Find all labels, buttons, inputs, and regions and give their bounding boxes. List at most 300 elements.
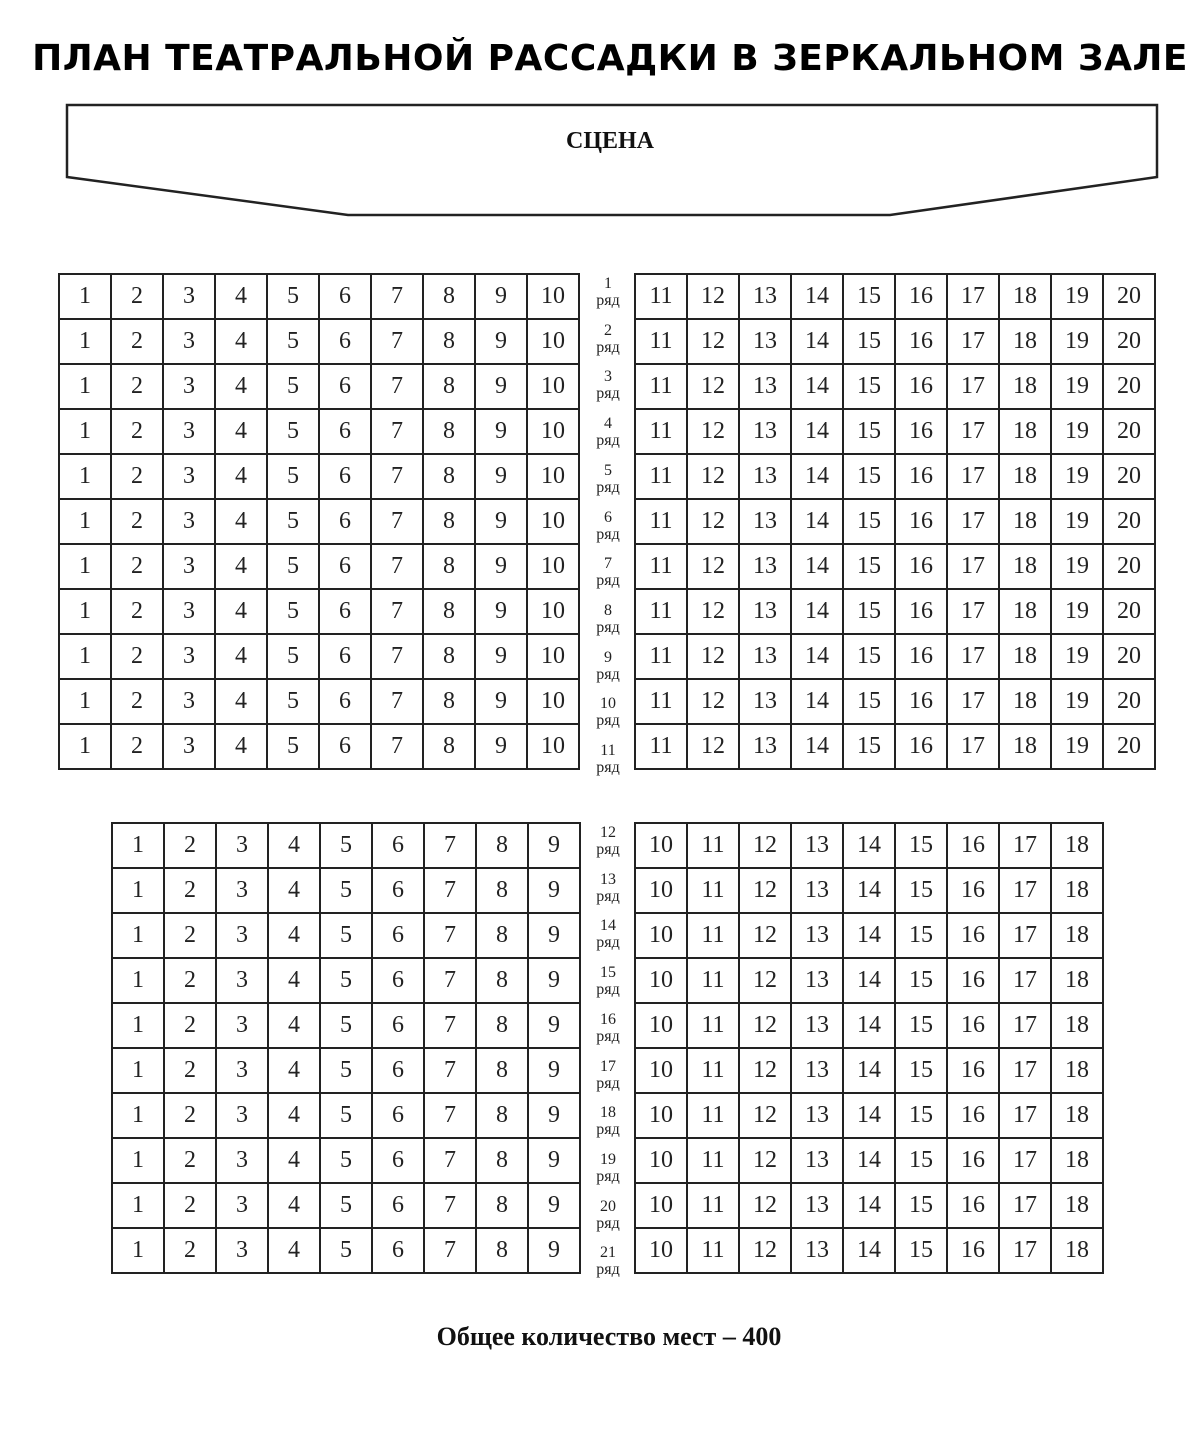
seat-cell[interactable]: 5: [267, 319, 319, 364]
seat-cell[interactable]: 4: [215, 544, 267, 589]
seat-cell[interactable]: 14: [791, 274, 843, 319]
seat-cell[interactable]: 15: [843, 274, 895, 319]
seat-cell[interactable]: 18: [999, 724, 1051, 769]
seat-cell[interactable]: 11: [635, 409, 687, 454]
seat-cell[interactable]: 14: [791, 454, 843, 499]
seat-cell[interactable]: 13: [739, 319, 791, 364]
seat-cell[interactable]: 14: [843, 958, 895, 1003]
seat-cell[interactable]: 18: [1051, 1048, 1103, 1093]
seat-cell[interactable]: 9: [475, 409, 527, 454]
seat-cell[interactable]: 19: [1051, 724, 1103, 769]
seat-cell[interactable]: 18: [999, 589, 1051, 634]
seat-cell[interactable]: 5: [267, 364, 319, 409]
seat-cell[interactable]: 9: [528, 958, 580, 1003]
seat-cell[interactable]: 18: [1051, 1093, 1103, 1138]
seat-cell[interactable]: 14: [843, 913, 895, 958]
seat-cell[interactable]: 5: [320, 913, 372, 958]
seat-cell[interactable]: 15: [895, 823, 947, 868]
seat-cell[interactable]: 6: [319, 679, 371, 724]
seat-cell[interactable]: 16: [947, 823, 999, 868]
seat-cell[interactable]: 18: [999, 364, 1051, 409]
seat-cell[interactable]: 2: [111, 589, 163, 634]
seat-cell[interactable]: 13: [739, 589, 791, 634]
seat-cell[interactable]: 16: [947, 1048, 999, 1093]
seat-cell[interactable]: 15: [843, 454, 895, 499]
seat-cell[interactable]: 17: [947, 274, 999, 319]
seat-cell[interactable]: 18: [1051, 1183, 1103, 1228]
seat-cell[interactable]: 7: [424, 1003, 476, 1048]
seat-cell[interactable]: 10: [635, 1093, 687, 1138]
seat-cell[interactable]: 12: [687, 364, 739, 409]
seat-cell[interactable]: 8: [423, 499, 475, 544]
seat-cell[interactable]: 4: [268, 1093, 320, 1138]
seat-cell[interactable]: 7: [371, 319, 423, 364]
seat-cell[interactable]: 1: [112, 868, 164, 913]
seat-cell[interactable]: 18: [999, 499, 1051, 544]
seat-cell[interactable]: 3: [163, 724, 215, 769]
seat-cell[interactable]: 8: [423, 589, 475, 634]
seat-cell[interactable]: 17: [947, 634, 999, 679]
seat-cell[interactable]: 11: [635, 679, 687, 724]
seat-cell[interactable]: 6: [372, 1048, 424, 1093]
seat-cell[interactable]: 17: [999, 1183, 1051, 1228]
seat-cell[interactable]: 5: [267, 454, 319, 499]
seat-cell[interactable]: 8: [476, 958, 528, 1003]
seat-cell[interactable]: 14: [791, 589, 843, 634]
seat-cell[interactable]: 6: [372, 1228, 424, 1273]
seat-cell[interactable]: 7: [424, 1183, 476, 1228]
seat-cell[interactable]: 11: [687, 913, 739, 958]
seat-cell[interactable]: 18: [1051, 913, 1103, 958]
seat-cell[interactable]: 17: [999, 1093, 1051, 1138]
seat-cell[interactable]: 1: [59, 454, 111, 499]
seat-cell[interactable]: 5: [267, 679, 319, 724]
seat-cell[interactable]: 7: [371, 364, 423, 409]
seat-cell[interactable]: 6: [372, 823, 424, 868]
seat-cell[interactable]: 15: [895, 1093, 947, 1138]
seat-cell[interactable]: 9: [528, 1093, 580, 1138]
seat-cell[interactable]: 20: [1103, 589, 1155, 634]
seat-cell[interactable]: 11: [635, 499, 687, 544]
seat-cell[interactable]: 15: [843, 409, 895, 454]
seat-cell[interactable]: 15: [843, 589, 895, 634]
seat-cell[interactable]: 1: [112, 823, 164, 868]
seat-cell[interactable]: 13: [739, 499, 791, 544]
seat-cell[interactable]: 2: [111, 364, 163, 409]
seat-cell[interactable]: 1: [112, 1048, 164, 1093]
seat-cell[interactable]: 11: [635, 724, 687, 769]
seat-cell[interactable]: 16: [895, 499, 947, 544]
seat-cell[interactable]: 11: [635, 454, 687, 499]
seat-cell[interactable]: 3: [163, 274, 215, 319]
seat-cell[interactable]: 12: [739, 868, 791, 913]
seat-cell[interactable]: 3: [216, 1183, 268, 1228]
seat-cell[interactable]: 11: [687, 958, 739, 1003]
seat-cell[interactable]: 10: [635, 823, 687, 868]
seat-cell[interactable]: 13: [739, 679, 791, 724]
seat-cell[interactable]: 19: [1051, 319, 1103, 364]
seat-cell[interactable]: 17: [999, 868, 1051, 913]
seat-cell[interactable]: 3: [216, 1138, 268, 1183]
seat-cell[interactable]: 13: [791, 1003, 843, 1048]
seat-cell[interactable]: 11: [635, 319, 687, 364]
seat-cell[interactable]: 6: [319, 274, 371, 319]
seat-cell[interactable]: 5: [320, 868, 372, 913]
seat-cell[interactable]: 13: [739, 544, 791, 589]
seat-cell[interactable]: 20: [1103, 724, 1155, 769]
seat-cell[interactable]: 4: [215, 364, 267, 409]
seat-cell[interactable]: 5: [267, 274, 319, 319]
seat-cell[interactable]: 9: [475, 589, 527, 634]
seat-cell[interactable]: 12: [739, 1228, 791, 1273]
seat-cell[interactable]: 4: [215, 409, 267, 454]
seat-cell[interactable]: 6: [319, 724, 371, 769]
seat-cell[interactable]: 20: [1103, 364, 1155, 409]
seat-cell[interactable]: 2: [111, 499, 163, 544]
seat-cell[interactable]: 17: [999, 958, 1051, 1003]
seat-cell[interactable]: 7: [371, 274, 423, 319]
seat-cell[interactable]: 10: [527, 679, 579, 724]
seat-cell[interactable]: 16: [895, 544, 947, 589]
seat-cell[interactable]: 14: [791, 724, 843, 769]
seat-cell[interactable]: 14: [843, 823, 895, 868]
seat-cell[interactable]: 11: [687, 1228, 739, 1273]
seat-cell[interactable]: 16: [895, 724, 947, 769]
seat-cell[interactable]: 17: [999, 823, 1051, 868]
seat-cell[interactable]: 16: [895, 589, 947, 634]
seat-cell[interactable]: 8: [476, 823, 528, 868]
seat-cell[interactable]: 17: [947, 409, 999, 454]
seat-cell[interactable]: 14: [843, 1228, 895, 1273]
seat-cell[interactable]: 15: [843, 634, 895, 679]
seat-cell[interactable]: 2: [111, 454, 163, 499]
seat-cell[interactable]: 13: [791, 1048, 843, 1093]
seat-cell[interactable]: 20: [1103, 319, 1155, 364]
seat-cell[interactable]: 5: [320, 1183, 372, 1228]
seat-cell[interactable]: 5: [267, 589, 319, 634]
seat-cell[interactable]: 6: [319, 634, 371, 679]
seat-cell[interactable]: 3: [163, 589, 215, 634]
seat-cell[interactable]: 19: [1051, 364, 1103, 409]
seat-cell[interactable]: 17: [947, 544, 999, 589]
seat-cell[interactable]: 15: [895, 868, 947, 913]
seat-cell[interactable]: 17: [947, 364, 999, 409]
seat-cell[interactable]: 9: [528, 868, 580, 913]
seat-cell[interactable]: 7: [371, 409, 423, 454]
seat-cell[interactable]: 17: [947, 589, 999, 634]
seat-cell[interactable]: 16: [947, 868, 999, 913]
seat-cell[interactable]: 2: [111, 679, 163, 724]
seat-cell[interactable]: 13: [791, 1228, 843, 1273]
seat-cell[interactable]: 9: [528, 913, 580, 958]
seat-cell[interactable]: 17: [947, 454, 999, 499]
seat-cell[interactable]: 11: [635, 544, 687, 589]
seat-cell[interactable]: 5: [267, 634, 319, 679]
seat-cell[interactable]: 8: [423, 679, 475, 724]
seat-cell[interactable]: 17: [999, 1138, 1051, 1183]
seat-cell[interactable]: 14: [843, 1138, 895, 1183]
seat-cell[interactable]: 9: [528, 823, 580, 868]
seat-cell[interactable]: 15: [843, 319, 895, 364]
seat-cell[interactable]: 3: [216, 958, 268, 1003]
seat-cell[interactable]: 10: [527, 319, 579, 364]
seat-cell[interactable]: 8: [423, 319, 475, 364]
seat-cell[interactable]: 2: [164, 958, 216, 1003]
seat-cell[interactable]: 3: [216, 868, 268, 913]
seat-cell[interactable]: 1: [59, 364, 111, 409]
seat-cell[interactable]: 3: [163, 634, 215, 679]
seat-cell[interactable]: 15: [843, 364, 895, 409]
seat-cell[interactable]: 11: [687, 823, 739, 868]
seat-cell[interactable]: 2: [164, 913, 216, 958]
seat-cell[interactable]: 8: [423, 724, 475, 769]
seat-cell[interactable]: 12: [739, 958, 791, 1003]
seat-cell[interactable]: 16: [947, 1093, 999, 1138]
seat-cell[interactable]: 15: [843, 679, 895, 724]
seat-cell[interactable]: 2: [111, 544, 163, 589]
seat-cell[interactable]: 6: [372, 1183, 424, 1228]
seat-cell[interactable]: 1: [59, 679, 111, 724]
seat-cell[interactable]: 8: [423, 634, 475, 679]
seat-cell[interactable]: 1: [59, 319, 111, 364]
seat-cell[interactable]: 17: [999, 1228, 1051, 1273]
seat-cell[interactable]: 10: [635, 1048, 687, 1093]
seat-cell[interactable]: 7: [371, 724, 423, 769]
seat-cell[interactable]: 3: [163, 679, 215, 724]
seat-cell[interactable]: 1: [59, 634, 111, 679]
seat-cell[interactable]: 6: [319, 454, 371, 499]
seat-cell[interactable]: 1: [59, 724, 111, 769]
seat-cell[interactable]: 17: [947, 724, 999, 769]
seat-cell[interactable]: 13: [739, 364, 791, 409]
seat-cell[interactable]: 8: [423, 454, 475, 499]
seat-cell[interactable]: 2: [164, 1093, 216, 1138]
seat-cell[interactable]: 16: [895, 454, 947, 499]
seat-cell[interactable]: 10: [527, 544, 579, 589]
seat-cell[interactable]: 10: [527, 409, 579, 454]
seat-cell[interactable]: 4: [268, 868, 320, 913]
seat-cell[interactable]: 2: [164, 1048, 216, 1093]
seat-cell[interactable]: 8: [476, 1093, 528, 1138]
seat-cell[interactable]: 20: [1103, 544, 1155, 589]
seat-cell[interactable]: 7: [371, 499, 423, 544]
seat-cell[interactable]: 12: [687, 274, 739, 319]
seat-cell[interactable]: 5: [267, 499, 319, 544]
seat-cell[interactable]: 15: [895, 1003, 947, 1048]
seat-cell[interactable]: 6: [319, 499, 371, 544]
seat-cell[interactable]: 1: [112, 958, 164, 1003]
seat-cell[interactable]: 16: [947, 958, 999, 1003]
seat-cell[interactable]: 11: [635, 364, 687, 409]
seat-cell[interactable]: 14: [843, 1048, 895, 1093]
seat-cell[interactable]: 2: [111, 274, 163, 319]
seat-cell[interactable]: 12: [687, 454, 739, 499]
seat-cell[interactable]: 4: [268, 1048, 320, 1093]
seat-cell[interactable]: 11: [635, 634, 687, 679]
seat-cell[interactable]: 11: [635, 274, 687, 319]
seat-cell[interactable]: 4: [268, 1228, 320, 1273]
seat-cell[interactable]: 1: [59, 544, 111, 589]
seat-cell[interactable]: 17: [999, 1003, 1051, 1048]
seat-cell[interactable]: 2: [111, 634, 163, 679]
seat-cell[interactable]: 16: [895, 274, 947, 319]
seat-cell[interactable]: 1: [59, 589, 111, 634]
seat-cell[interactable]: 3: [216, 1228, 268, 1273]
seat-cell[interactable]: 7: [371, 679, 423, 724]
seat-cell[interactable]: 8: [423, 274, 475, 319]
seat-cell[interactable]: 8: [476, 868, 528, 913]
seat-cell[interactable]: 9: [528, 1228, 580, 1273]
seat-cell[interactable]: 6: [319, 319, 371, 364]
seat-cell[interactable]: 4: [215, 679, 267, 724]
seat-cell[interactable]: 11: [687, 1093, 739, 1138]
seat-cell[interactable]: 18: [999, 544, 1051, 589]
seat-cell[interactable]: 4: [268, 1003, 320, 1048]
seat-cell[interactable]: 10: [635, 1138, 687, 1183]
seat-cell[interactable]: 10: [527, 499, 579, 544]
seat-cell[interactable]: 20: [1103, 499, 1155, 544]
seat-cell[interactable]: 14: [791, 319, 843, 364]
seat-cell[interactable]: 9: [475, 319, 527, 364]
seat-cell[interactable]: 10: [527, 589, 579, 634]
seat-cell[interactable]: 7: [371, 634, 423, 679]
seat-cell[interactable]: 10: [635, 1183, 687, 1228]
seat-cell[interactable]: 19: [1051, 274, 1103, 319]
seat-cell[interactable]: 18: [1051, 823, 1103, 868]
seat-cell[interactable]: 9: [528, 1138, 580, 1183]
seat-cell[interactable]: 13: [791, 958, 843, 1003]
seat-cell[interactable]: 20: [1103, 409, 1155, 454]
seat-cell[interactable]: 16: [947, 913, 999, 958]
seat-cell[interactable]: 8: [476, 1048, 528, 1093]
seat-cell[interactable]: 18: [999, 634, 1051, 679]
seat-cell[interactable]: 14: [791, 679, 843, 724]
seat-cell[interactable]: 7: [424, 1093, 476, 1138]
seat-cell[interactable]: 15: [895, 913, 947, 958]
seat-cell[interactable]: 17: [999, 1048, 1051, 1093]
seat-cell[interactable]: 3: [163, 454, 215, 499]
seat-cell[interactable]: 19: [1051, 634, 1103, 679]
seat-cell[interactable]: 6: [372, 868, 424, 913]
seat-cell[interactable]: 10: [527, 274, 579, 319]
seat-cell[interactable]: 8: [476, 1138, 528, 1183]
seat-cell[interactable]: 2: [111, 409, 163, 454]
seat-cell[interactable]: 12: [739, 1183, 791, 1228]
seat-cell[interactable]: 9: [475, 364, 527, 409]
seat-cell[interactable]: 1: [59, 274, 111, 319]
seat-cell[interactable]: 16: [895, 364, 947, 409]
seat-cell[interactable]: 2: [164, 823, 216, 868]
seat-cell[interactable]: 5: [320, 823, 372, 868]
seat-cell[interactable]: 12: [687, 319, 739, 364]
seat-cell[interactable]: 1: [59, 499, 111, 544]
seat-cell[interactable]: 11: [687, 1003, 739, 1048]
seat-cell[interactable]: 13: [791, 1093, 843, 1138]
seat-cell[interactable]: 13: [739, 409, 791, 454]
seat-cell[interactable]: 11: [687, 1138, 739, 1183]
seat-cell[interactable]: 12: [739, 1003, 791, 1048]
seat-cell[interactable]: 9: [528, 1183, 580, 1228]
seat-cell[interactable]: 9: [475, 274, 527, 319]
seat-cell[interactable]: 8: [423, 544, 475, 589]
seat-cell[interactable]: 5: [320, 1138, 372, 1183]
seat-cell[interactable]: 14: [843, 1183, 895, 1228]
seat-cell[interactable]: 2: [164, 868, 216, 913]
seat-cell[interactable]: 7: [424, 958, 476, 1003]
seat-cell[interactable]: 17: [947, 499, 999, 544]
seat-cell[interactable]: 9: [475, 724, 527, 769]
seat-cell[interactable]: 13: [791, 913, 843, 958]
seat-cell[interactable]: 2: [111, 319, 163, 364]
seat-cell[interactable]: 14: [791, 634, 843, 679]
seat-cell[interactable]: 17: [999, 913, 1051, 958]
seat-cell[interactable]: 6: [372, 913, 424, 958]
seat-cell[interactable]: 12: [739, 823, 791, 868]
seat-cell[interactable]: 4: [215, 319, 267, 364]
seat-cell[interactable]: 4: [215, 454, 267, 499]
seat-cell[interactable]: 14: [791, 499, 843, 544]
seat-cell[interactable]: 8: [476, 1003, 528, 1048]
seat-cell[interactable]: 9: [475, 499, 527, 544]
seat-cell[interactable]: 7: [424, 1228, 476, 1273]
seat-cell[interactable]: 10: [527, 724, 579, 769]
seat-cell[interactable]: 5: [320, 958, 372, 1003]
seat-cell[interactable]: 5: [320, 1048, 372, 1093]
seat-cell[interactable]: 11: [635, 589, 687, 634]
seat-cell[interactable]: 15: [843, 544, 895, 589]
seat-cell[interactable]: 10: [635, 1003, 687, 1048]
seat-cell[interactable]: 6: [319, 364, 371, 409]
seat-cell[interactable]: 6: [372, 958, 424, 1003]
seat-cell[interactable]: 4: [215, 724, 267, 769]
seat-cell[interactable]: 10: [527, 454, 579, 499]
seat-cell[interactable]: 7: [424, 1138, 476, 1183]
seat-cell[interactable]: 5: [267, 724, 319, 769]
seat-cell[interactable]: 1: [112, 913, 164, 958]
seat-cell[interactable]: 20: [1103, 679, 1155, 724]
seat-cell[interactable]: 14: [843, 868, 895, 913]
seat-cell[interactable]: 2: [164, 1003, 216, 1048]
seat-cell[interactable]: 1: [112, 1228, 164, 1273]
seat-cell[interactable]: 7: [371, 589, 423, 634]
seat-cell[interactable]: 9: [475, 634, 527, 679]
seat-cell[interactable]: 10: [635, 958, 687, 1003]
seat-cell[interactable]: 3: [163, 319, 215, 364]
seat-cell[interactable]: 13: [791, 868, 843, 913]
seat-cell[interactable]: 10: [635, 1228, 687, 1273]
seat-cell[interactable]: 16: [895, 634, 947, 679]
seat-cell[interactable]: 8: [476, 913, 528, 958]
seat-cell[interactable]: 15: [843, 724, 895, 769]
seat-cell[interactable]: 14: [791, 364, 843, 409]
seat-cell[interactable]: 19: [1051, 589, 1103, 634]
seat-cell[interactable]: 19: [1051, 454, 1103, 499]
seat-cell[interactable]: 7: [424, 1048, 476, 1093]
seat-cell[interactable]: 1: [112, 1093, 164, 1138]
seat-cell[interactable]: 8: [476, 1228, 528, 1273]
seat-cell[interactable]: 1: [112, 1138, 164, 1183]
seat-cell[interactable]: 1: [112, 1003, 164, 1048]
seat-cell[interactable]: 14: [843, 1093, 895, 1138]
seat-cell[interactable]: 20: [1103, 634, 1155, 679]
seat-cell[interactable]: 3: [163, 544, 215, 589]
seat-cell[interactable]: 12: [687, 409, 739, 454]
seat-cell[interactable]: 12: [687, 544, 739, 589]
seat-cell[interactable]: 7: [424, 823, 476, 868]
seat-cell[interactable]: 19: [1051, 409, 1103, 454]
seat-cell[interactable]: 10: [527, 634, 579, 679]
seat-cell[interactable]: 14: [843, 1003, 895, 1048]
